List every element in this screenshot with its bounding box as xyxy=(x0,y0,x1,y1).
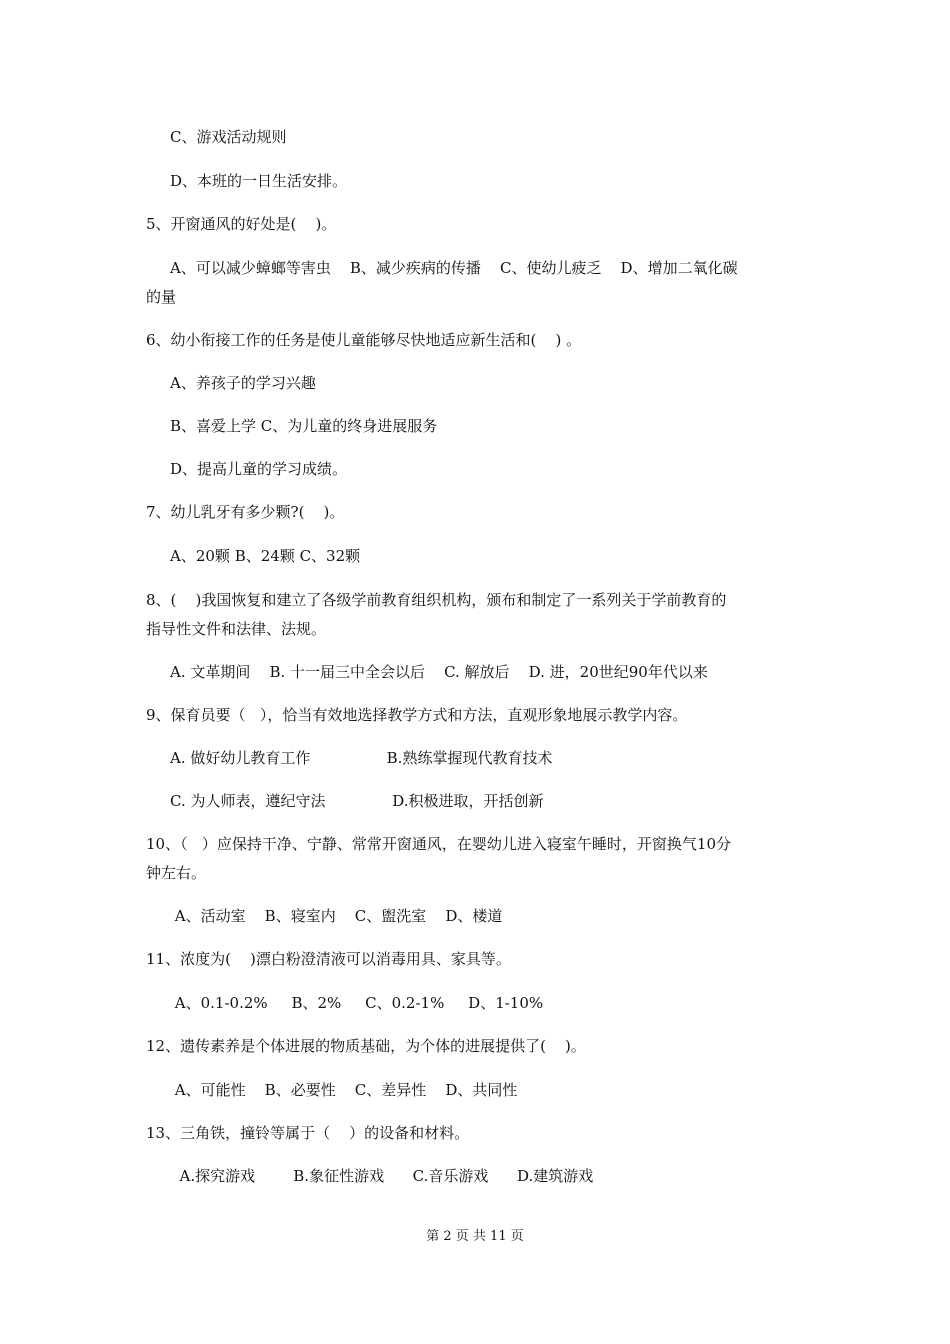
question-11: 11、浓度为( )漂白粉澄清液可以消毒用具、家具等。 xyxy=(146,950,511,968)
q12-options: A、可能性 B、必要性 C、差异性 D、共同性 xyxy=(170,1081,518,1099)
q8-options: A. 文革期间 B. 十一届三中全会以后 C. 解放后 D. 进，20世纪90年代以来 xyxy=(170,663,708,681)
question-10: 10、（ ）应保持干净、宁静、常常开窗通风，在婴幼儿进入寝室午睡时，开窗换气10分 xyxy=(146,835,731,853)
q5-options-continued: 的量 xyxy=(146,288,177,306)
question-12: 12、遗传素养是个体进展的物质基础，为个体的进展提供了( )。 xyxy=(146,1037,586,1055)
q4-option-d: D、本班的一日生活安排。 xyxy=(170,172,348,190)
question-10-continued: 钟左右。 xyxy=(146,864,207,882)
q9-options-cd: C. 为人师表，遵纪守法 D.积极进取，开括创新 xyxy=(170,792,544,810)
question-9: 9、保育员要（ ），恰当有效地选择教学方式和方法，直观形象地展示教学内容。 xyxy=(146,706,688,724)
question-13: 13、三角铁，撞铃等属于（ ）的设备和材料。 xyxy=(146,1124,470,1142)
q13-options: A.探究游戏 B.象征性游戏 C.音乐游戏 D.建筑游戏 xyxy=(170,1167,594,1185)
q6-option-a: A、养孩子的学习兴趣 xyxy=(170,374,316,392)
question-7: 7、幼儿乳牙有多少颗?( )。 xyxy=(146,503,345,521)
q5-options: A、可以减少蟑螂等害虫 B、减少疾病的传播 C、使幼儿疲乏 D、增加二氧化碳 xyxy=(170,259,738,277)
q6-option-d: D、提高儿童的学习成绩。 xyxy=(170,460,348,478)
question-5: 5、开窗通风的好处是( )。 xyxy=(146,215,337,233)
q9-options-ab: A. 做好幼儿教育工作 B.熟练掌握现代教育技术 xyxy=(170,749,553,767)
question-8-continued: 指导性文件和法律、法规。 xyxy=(146,620,327,638)
q7-options: A、20颗 B、24颗 C、32颗 xyxy=(170,547,361,565)
question-8: 8、( )我国恢复和建立了各级学前教育组织机构，颁布和制定了一系列关于学前教育的 xyxy=(146,591,727,609)
q6-option-bc: B、喜爱上学 C、为儿童的终身进展服务 xyxy=(170,417,438,435)
question-6: 6、幼小衔接工作的任务是使儿童能够尽快地适应新生活和( ) 。 xyxy=(146,331,582,349)
q11-options: A、0.1-0.2% B、2% C、0.2-1% D、1-10% xyxy=(170,994,544,1012)
q4-option-c: C、游戏活动规则 xyxy=(170,128,287,146)
q10-options: A、活动室 B、寝室内 C、盥洗室 D、楼道 xyxy=(170,907,503,925)
page-number-footer: 第 2 页 共 11 页 xyxy=(426,1229,524,1244)
